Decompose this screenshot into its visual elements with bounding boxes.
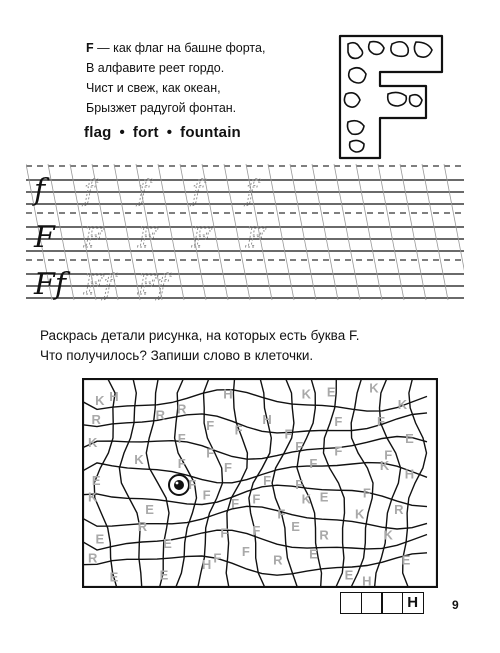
- task-line-2: Что получилось? Запиши слово в клеточки.: [40, 348, 314, 363]
- puzzle-letter: E: [309, 546, 318, 562]
- copy-trace-letter[interactable]: Ff: [84, 268, 114, 301]
- puzzle-letter: E: [159, 567, 169, 583]
- puzzle-letter: F: [206, 445, 215, 461]
- copy-trace-letter[interactable]: F: [246, 221, 266, 254]
- puzzle-letter: F: [231, 495, 240, 511]
- copybook-practice[interactable]: [26, 162, 464, 302]
- puzzle-letter: F: [202, 487, 211, 503]
- copy-trace-letter[interactable]: f: [138, 174, 149, 207]
- puzzle-letter: F: [206, 418, 215, 434]
- puzzle-letter: K: [369, 380, 379, 396]
- big-letter-f-picture: [330, 30, 450, 165]
- puzzle-letter: E: [163, 535, 172, 551]
- puzzle-letter: H: [404, 466, 415, 482]
- poem-line-1: [86, 38, 265, 58]
- puzzle-letter: F: [213, 550, 222, 566]
- poem: [86, 38, 265, 118]
- puzzle-letter: K: [379, 458, 390, 474]
- puzzle-letter: F: [277, 506, 286, 522]
- puzzle-letter: K: [383, 527, 393, 543]
- answer-boxes[interactable]: [342, 592, 424, 616]
- copy-trace-letter[interactable]: f: [192, 174, 203, 207]
- puzzle-letter: F: [234, 422, 243, 438]
- word-list: [80, 124, 245, 141]
- copy-trace-letter[interactable]: Ff: [138, 268, 168, 301]
- puzzle-letter: F: [252, 523, 261, 539]
- copy-sample-letter: F: [34, 220, 55, 255]
- poem-line-3: Чист и свеж, как океан,: [86, 81, 221, 95]
- puzzle-letter: R: [137, 519, 148, 534]
- puzzle-letter: H: [201, 556, 212, 572]
- puzzle-letter: F: [334, 414, 343, 429]
- page-number: 9: [452, 598, 459, 612]
- puzzle-letter: F: [309, 456, 318, 471]
- copy-trace-letter[interactable]: f: [84, 174, 95, 207]
- copy-sample-letter: Ff: [34, 267, 66, 302]
- puzzle-letter: F: [263, 472, 272, 488]
- answer-cell-2[interactable]: [361, 592, 383, 614]
- puzzle-letter: E: [405, 430, 414, 446]
- puzzle-letter: E: [91, 472, 101, 488]
- poem-line-2: В алфавите реет гордо.: [86, 61, 225, 75]
- poem-letter: F: [86, 41, 94, 55]
- word-separator: •: [119, 124, 125, 141]
- puzzle-letter: F: [284, 426, 293, 442]
- puzzle-letter: F: [334, 443, 343, 459]
- eye-icon: [169, 475, 189, 495]
- puzzle-letter: K: [301, 386, 311, 402]
- copy-trace-letter[interactable]: F: [192, 221, 212, 254]
- puzzle-letter: H: [109, 388, 119, 404]
- copy-trace-letter[interactable]: F: [84, 221, 104, 254]
- coloring-puzzle[interactable]: [82, 378, 438, 588]
- puzzle-letter: F: [295, 477, 304, 492]
- puzzle-letter: K: [134, 451, 144, 467]
- copy-sample-letter: f: [34, 173, 46, 208]
- puzzle-letter: K: [88, 489, 98, 505]
- puzzle-letter: F: [224, 460, 232, 476]
- puzzle-letter: K: [397, 397, 408, 413]
- puzzle-letter: F: [384, 447, 393, 463]
- puzzle-letter: R: [394, 502, 404, 518]
- copy-trace-letter[interactable]: F: [138, 221, 158, 254]
- puzzle-letter: F: [188, 477, 197, 492]
- puzzle-letter: F: [177, 430, 186, 446]
- puzzle-letter: H: [262, 411, 272, 427]
- puzzle-letter: R: [177, 401, 187, 417]
- puzzle-letter: K: [95, 393, 105, 408]
- puzzle-letter: F: [295, 439, 304, 455]
- poem-line-4: Брызжет радугой фонтан.: [86, 101, 237, 115]
- puzzle-letter: E: [145, 502, 154, 518]
- puzzle-letter: R: [91, 411, 101, 427]
- puzzle-letter: F: [377, 414, 385, 429]
- answer-cell-1[interactable]: [340, 592, 362, 614]
- puzzle-letter: E: [319, 489, 329, 505]
- copy-trace-letter[interactable]: f: [246, 174, 257, 207]
- answer-cell-4[interactable]: H: [402, 592, 424, 614]
- puzzle-letter: F: [241, 544, 250, 560]
- word-1: flag: [84, 124, 112, 141]
- puzzle-letter: E: [95, 531, 105, 547]
- puzzle-letter: F: [177, 456, 186, 471]
- puzzle-letter: F: [220, 525, 229, 541]
- word-2: fort: [132, 124, 159, 141]
- puzzle-letter: R: [319, 527, 329, 543]
- task-line-1: Раскрась детали рисунка, на которых есть буква F.: [40, 328, 360, 343]
- puzzle-letter: F: [252, 491, 261, 507]
- poem-line-1-text: — как флаг на башне форта,: [93, 41, 266, 55]
- puzzle-letter: K: [355, 506, 365, 522]
- word-3: fountain: [180, 124, 241, 141]
- task-text: [40, 326, 359, 366]
- puzzle-letter: H: [223, 386, 233, 402]
- puzzle-letter: E: [344, 567, 354, 583]
- puzzle-letter: E: [401, 552, 411, 568]
- puzzle-letter: R: [88, 550, 98, 566]
- puzzle-letter: E: [109, 569, 119, 585]
- puzzle-letter: R: [155, 407, 165, 423]
- puzzle-letter: K: [301, 491, 311, 507]
- answer-cell-3[interactable]: [381, 592, 403, 614]
- puzzle-letter: H: [362, 573, 372, 588]
- puzzle-letter: R: [273, 552, 283, 568]
- puzzle-letter: E: [326, 384, 336, 400]
- puzzle-letter: K: [88, 435, 98, 450]
- puzzle-letter: F: [362, 485, 371, 501]
- word-separator: •: [166, 124, 173, 141]
- puzzle-letter: E: [291, 519, 300, 534]
